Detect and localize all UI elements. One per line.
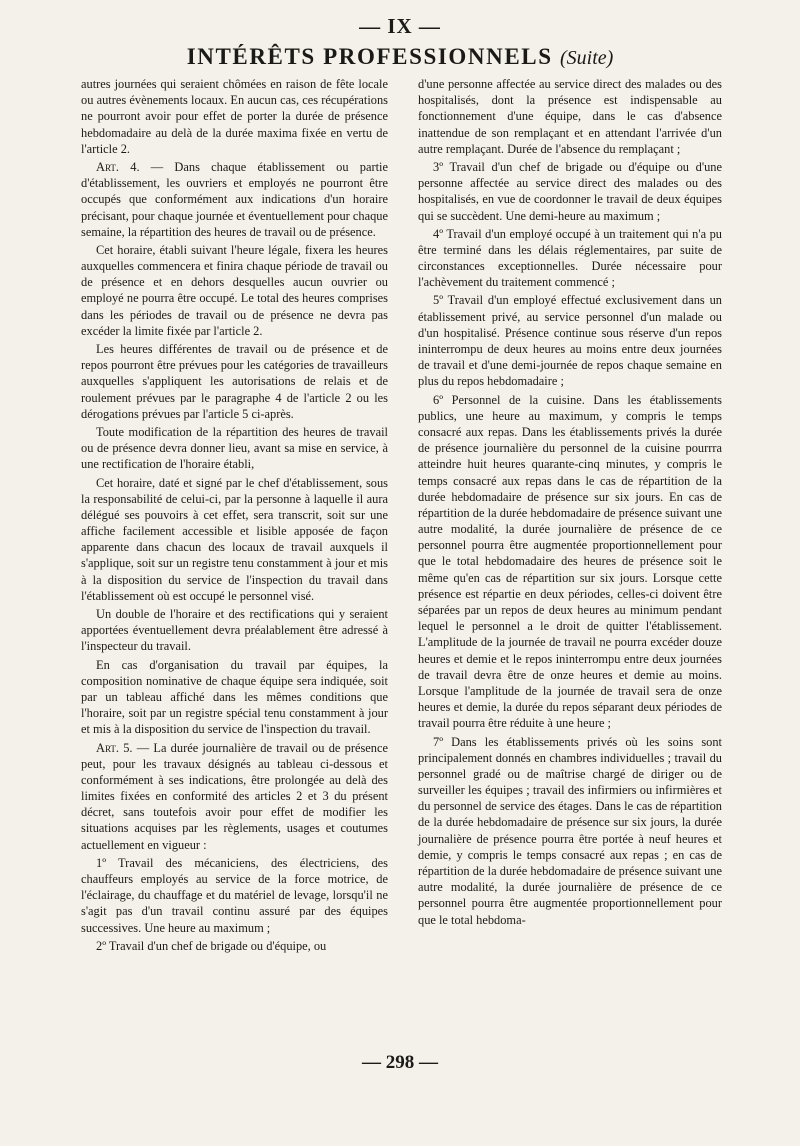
paragraph: 2º Travail d'un chef de brigade ou d'équipe, ou xyxy=(96,938,327,953)
left-column xyxy=(81,76,388,956)
paragraph: 3º Travail d'un chef de brigade ou d'équipe ou d'une personne affectée au service direct des malades ou des hospitalisés, en vue de coordonner le travail de deux équipes qui se succèdent. Une demi-heure au maximum ; xyxy=(418,159,722,223)
paragraph: En cas d'organisation du travail par équipes, la composition nominative de chaque équipe sera indiquée, soit par un tableau affiché dans les mêmes conditions que l'horaire, soit par un registre spécial tenu constamment à jour et mis à la disposition du service de l'inspection du travail. xyxy=(81,657,388,737)
page-number: — 298 — xyxy=(362,1052,438,1073)
paragraph: 1º Travail des mécaniciens, des électriciens, des chauffeurs employés au service de la force motrice, de l'éclairage, du chauffage et du matériel de levage, lorsqu'il ne s'agit pas d'un travail continu assuré par des équipes successives. Une heure au maximum ; xyxy=(81,855,388,935)
right-column xyxy=(418,76,722,930)
section-number: — IX — xyxy=(359,14,441,38)
paragraph: Cet horaire, établi suivant l'heure légale, fixera les heures auxquelles commencera et finira chaque période de travail ou de présence et en dehors desquelles aucun ouvrier ou employé ne pourra être occupé. Le total des heures comprises dans les périodes de travail ou de présence ne devra pas excéder la limite fixée par l'article 2. xyxy=(81,242,388,338)
article-text: — Dans chaque établissement ou partie d'établissement, les ouvriers et employés ne pourront être occupés que conformément aux indications d'un horaire précisant, pour chaque journée et éventuellement pour chaque semaine, la répartition des heures de travail ou de présence. xyxy=(81,159,388,239)
title-text: INTÉRÊTS PROFESSIONNELS xyxy=(186,44,553,69)
paragraph: Cet horaire, daté et signé par le chef d'établissement, sous la responsabilité de celui-ci, par la personne à laquelle il aura délégué ses pouvoirs à cet effet, sera transcrit, soit sur une affiche facilement accessible et lisible apposée de façon apparente dans chacun des locaux de travail auxquels il s'applique, soit sur un registre tenu constamment à jour et mis à la disposition du service de l'inspection du travail dans l'établissement où est occupé le personnel visé. xyxy=(81,475,388,603)
article-text: — La durée journalière de travail ou de présence peut, pour les travaux désignés au tableau ci-dessous et conformément à ses indications, être prolongée au delà des limites fixées en conformité des articles 2 et 3 du présent décret, sans toutefois avoir pour effet de modifier les situations acquises par les règlements, usages et coutumes actuellement en vigueur : xyxy=(81,740,388,852)
article-5-paragraph xyxy=(81,740,388,853)
article-label: Art. 4. xyxy=(96,159,140,174)
paragraph: 7º Dans les établissements privés où les soins sont principalement donnés en chambres individuelles ; travail du personnel gradé ou de maîtrise chargé de diriger ou de surveiller les équipes ; travail des infirmiers ou infirmières et du personnel de service des étages. Dans le cas de répartition de la durée hebdomadaire de présence sur six jours, la durée journalière de présence pourra être portée à neuf heures et demie, y compris le temps consacré aux repas ; en cas de répartition de la durée hebdomadaire de présence suivant une autre modalité, la durée journalière de présence de ce personnel pourra être augmentée proportionnellement pour que le total hebdoma- xyxy=(418,734,722,927)
title-suffix: (Suite) xyxy=(559,47,614,69)
article-label: Art. 5. xyxy=(96,740,133,755)
paragraph: Un double de l'horaire et des rectifications qui y seraient apportées éventuellement devra préalablement être adressé à l'inspecteur du travail. xyxy=(81,607,388,654)
paragraph: 6º Personnel de la cuisine. Dans les établissements publics, une heure au maximum, y compris le temps consacré aux repas. Dans les établissements privés la durée de présence journalière du personnel de la cuisine pourrra atteindre huit heures quarante-cinq minutes, y compris le temps consacré aux repas dans le cas de répartition de la durée hebdomadaire de présence sur six jours. En cas de répartition de la durée hebdomadaire de présence suivant une autre modalité, la durée journalière de présence de ce personnel pourra être augmentée proportionnellement pour que le total hebdomadaire des heures de présence soit le même qu'en cas de répartition sur six jours. Lorsque cette présence est répartie en deux périodes, celles-ci doivent être séparées par un repos de deux heures au minimum pendant lequel le personnel a le droit de quitter l'établissement. L'amplitude de la journée de travail ne pourra excéder douze heures et demie et le repos ininterrompu entre deux journées de travail devra être de onze heures et demie au moins. Lorsque l'amplitude de la journée de travail sera de onze heures et demie, la durée du repos séparant deux périodes de travail pourra être réduite à une heure ; xyxy=(418,392,722,731)
paragraph: autres journées qui seraient chômées en raison de fête locale ou autres évènements locaux. En aucun cas, ces récupérations ne pourront avoir pour effet de porter la durée de présence hebdomadaire au delà de la durée maxima fixée en vertu de l'article 2. xyxy=(81,77,388,156)
paragraph: 4º Travail d'un employé occupé à un traitement qui n'a pu être terminé dans les délais réglementaires, par suite de circonstances exceptionnelles. Durée nécessaire pour l'achèvement du traitement commencé ; xyxy=(418,226,722,290)
article-4-paragraph xyxy=(81,159,388,240)
paragraph: 5º Travail d'un employé effectué exclusivement dans un établissement privé, au service personnel d'un malade ou d'un hospitalisé. Présence continue sous réserve d'un repos ininterrompu de deux heures au moins entre deux journées de travail et d'une demi-journée de repos chaque semaine en plus du repos hebdomadaire ; xyxy=(418,293,722,389)
page-title xyxy=(0,44,800,70)
paragraph: Les heures différentes de travail ou de présence et de repos pourront être prévues pour les catégories de travailleurs auxquelles s'appliquent les autorisations de relais et de roulement prévues par le paragraphe 4 de l'article 2 ou les dérogations prévues par l'article 5 ci-après. xyxy=(81,342,388,421)
paragraph: d'une personne affectée au service direct des malades ou des hospitalisés, dont la présence est indispensable au fonctionnement d'une équipe, dans le cas d'absence inattendue de son remplaçant et en attendant l'arrivée d'un autre remplaçant. Durée de l'absence du remplaçant ; xyxy=(418,77,722,156)
paragraph: Toute modification de la répartition des heures de travail ou de présence devra donner lieu, avant sa mise en service, à une rectification de l'horaire établi, xyxy=(81,424,388,472)
